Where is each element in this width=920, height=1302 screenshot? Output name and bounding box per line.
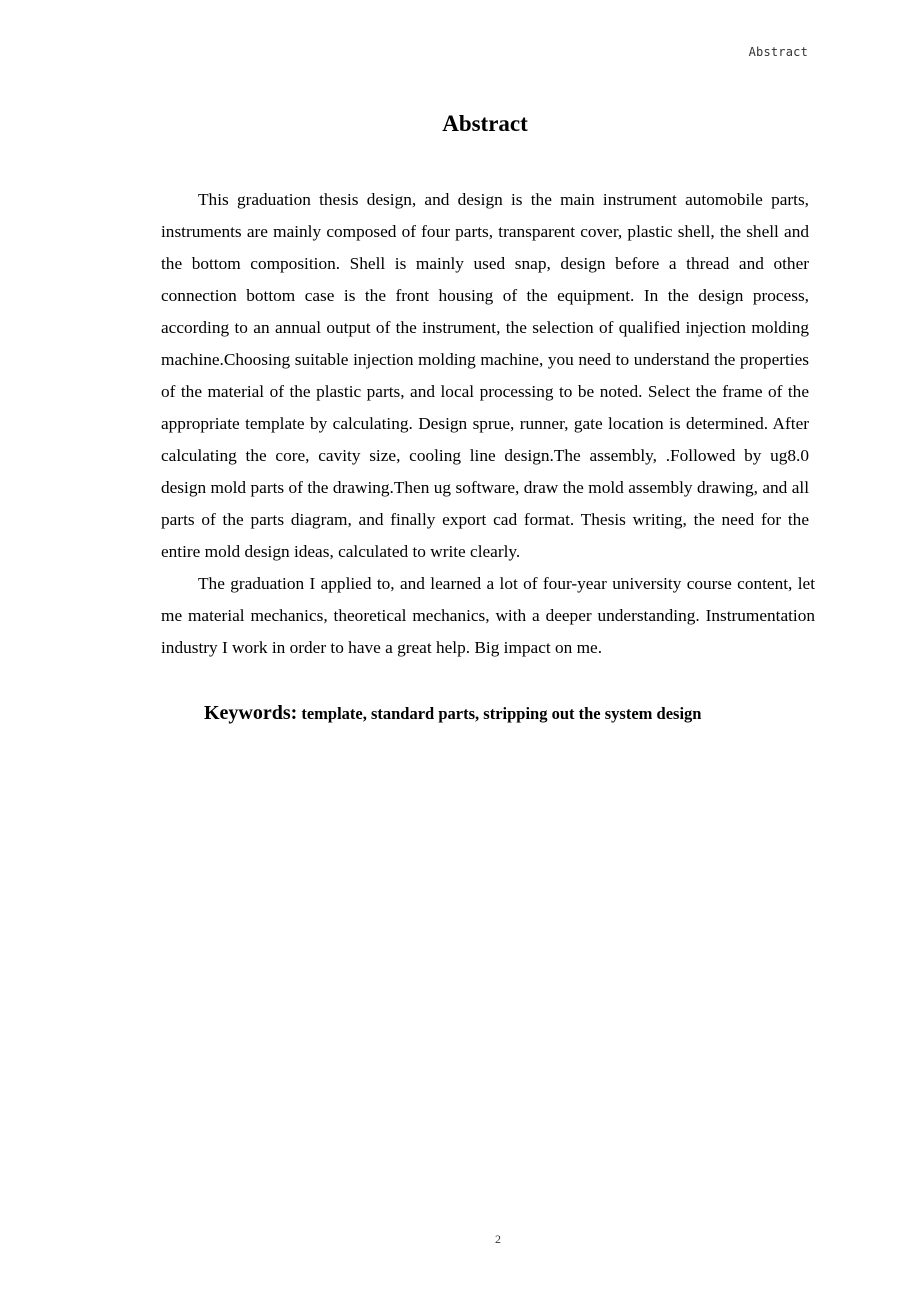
running-header: Abstract [748, 45, 808, 59]
keywords-label: Keywords: [204, 702, 298, 724]
abstract-paragraph-2: The graduation I applied to, and learned a lot of four-year university course content, let me material mechanics, theoretical mechanics, with a deeper understanding. Instrumentation industry I work in order to have a great help. Big impact on me. [161, 574, 815, 657]
keywords-line [204, 702, 701, 725]
abstract-paragraph-1: This graduation thesis design, and design is the main instrument automobile parts, instruments are mainly composed of four parts, transparent cover, plastic shell, the shell and the bottom composition. Shell is mainly used snap, design before a thread and other connection bottom case is the front housing of the equipment. In the design process, according to an annual output of the instrument, the selection of qualified injection molding machine.Choosing suitable injection molding machine, you need to understand the properties of the material of the plastic parts, and local processing to be noted. Select the frame of the appropriate template by calculating. Design sprue, runner, gate location is determined. After calculating the core, cavity size, cooling line design.The assembly, .Followed by ug8.0 design mold parts of the drawing.Then ug software, draw the mold assembly drawing, and all parts of the parts diagram, and finally export cad format. Thesis writing, the need for the entire mold design ideas, calculated to write clearly. [161, 190, 809, 561]
page-number: 2 [495, 1232, 501, 1246]
abstract-body [161, 184, 815, 664]
keywords-text: template, standard parts, stripping out the system design [301, 704, 702, 723]
page-title: Abstract [442, 111, 528, 136]
